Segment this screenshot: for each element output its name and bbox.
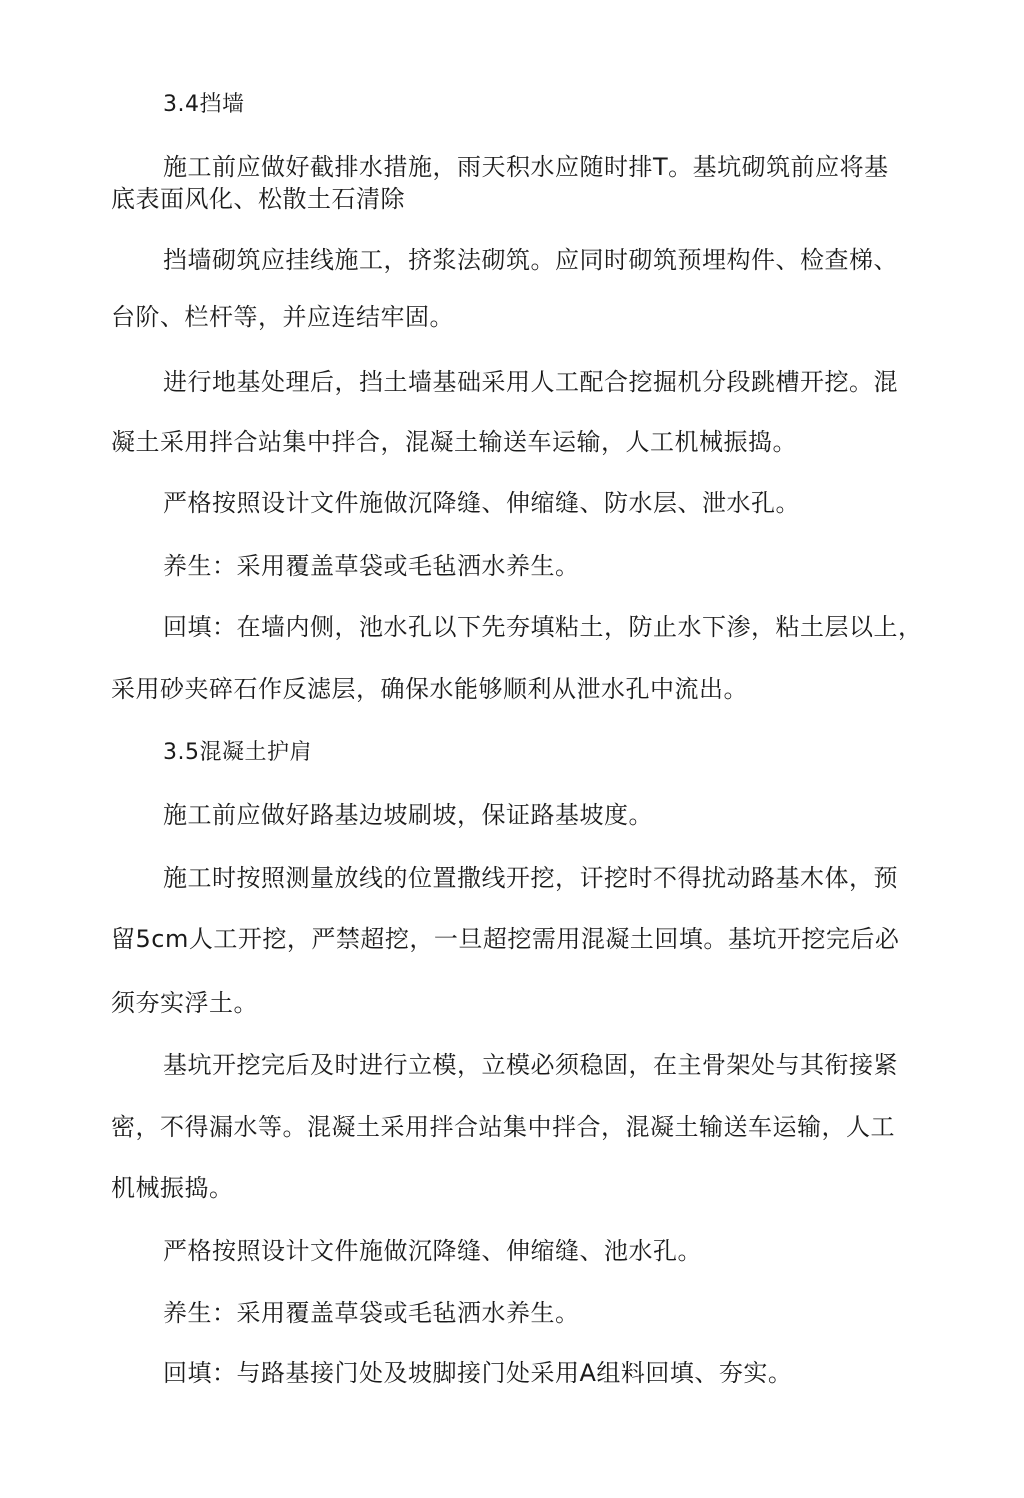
paragraph-line: 台阶、栏杆等，并应连结牢固。	[111, 303, 454, 331]
paragraph-line: 养生：采用覆盖草袋或毛毡洒水养生。	[163, 1299, 580, 1327]
paragraph-line: 机械振捣。	[111, 1174, 234, 1202]
paragraph-line: 底表面风化、松散土石清除	[111, 185, 405, 213]
paragraph-line: 回填：在墙内侧，池水孔以下先夯填粘土，防止水下渗，粘土层以上，	[163, 613, 923, 641]
paragraph-line: 施工前应做好路基边坡刷坡，保证路基坡度。	[163, 801, 653, 829]
paragraph-line: 养生：采用覆盖草袋或毛毡洒水养生。	[163, 552, 580, 580]
paragraph-line: 密，不得漏水等。混凝土采用拌合站集中拌合，混凝土输送车运输，人工	[111, 1113, 895, 1141]
paragraph-line: 回填：与路基接门处及坡脚接门处采用A组料回填、夯实。	[163, 1359, 793, 1387]
paragraph-line: 基坑开挖完后及时进行立模，立模必须稳固，在主骨架处与其衔接紧	[163, 1051, 898, 1079]
paragraph-line: 挡墙砌筑应挂线施工，挤浆法砌筑。应同时砌筑预埋构件、检查梯、	[163, 246, 898, 274]
paragraph-line: 进行地基处理后，挡土墙基础采用人工配合挖掘机分段跳槽开挖。混	[163, 368, 898, 396]
paragraph-line: 须夯实浮土。	[111, 989, 258, 1017]
paragraph-line: 施工前应做好截排水措施，雨天积水应随时排T。基坑砌筑前应将基	[163, 153, 889, 181]
paragraph-line: 留5cm人工开挖，严禁超挖，一旦超挖需用混凝土回填。基坑开挖完后必	[111, 925, 900, 953]
paragraph-line: 严格按照设计文件施做沉降缝、伸缩缝、池水孔。	[163, 1237, 702, 1265]
paragraph-line: 凝土采用拌合站集中拌合，混凝土输送车运输，人工机械振捣。	[111, 428, 797, 456]
paragraph-line: 采用砂夹碎石作反滤层，确保水能够顺利从泄水孔中流出。	[111, 675, 748, 703]
section-heading-3-4: 3.4挡墙	[163, 92, 245, 117]
paragraph-line: 严格按照设计文件施做沉降缝、伸缩缝、防水层、泄水孔。	[163, 489, 800, 517]
paragraph-line: 施工时按照测量放线的位置撒线开挖，讦挖时不得扰动路基木体，预	[163, 864, 898, 892]
section-heading-3-5: 3.5混凝土护肩	[163, 740, 312, 765]
